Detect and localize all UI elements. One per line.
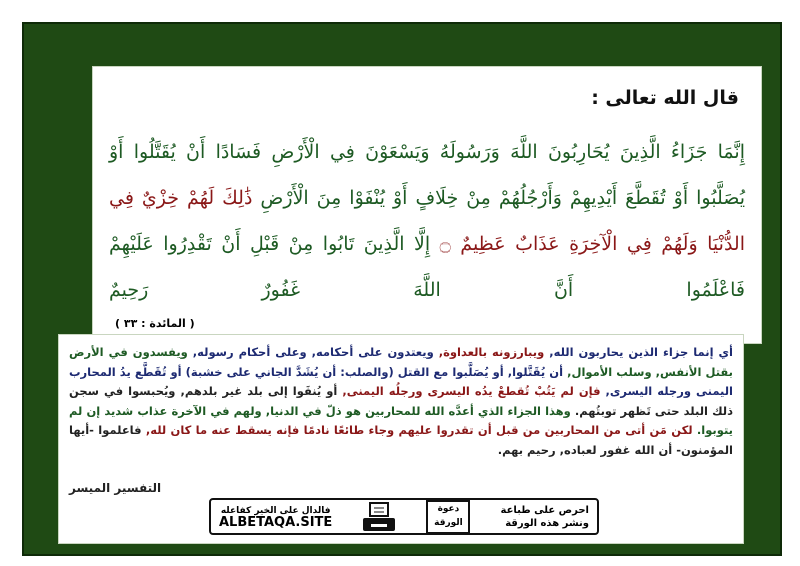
tafsir-part: ويبارزونه بالعداوة,	[433, 345, 545, 359]
footer-right-line: احرص على طباعة	[500, 504, 589, 516]
footer-banner	[209, 498, 599, 535]
tafsir-part: أي إنما جزاء الذين يحاربون الله,	[544, 345, 733, 359]
tafsir-part: أن يُقَتَّلوا, أو يُصَلَّبوا مع القتل (والصلب: أن يُشَدَّ الجاني على خشبة) أو تُقَطَّع يدُ المحارب اليمنى ورجله اليسرى,	[69, 364, 733, 398]
footer-right	[501, 504, 589, 530]
quran-verse	[109, 129, 745, 313]
tafsir-part: لكن مَن أتى من المحاربين من قبل أن تقدروا عليهم وجاء طائعًا نادمًا فإنه يسقط عنه ما كان لله,	[141, 423, 693, 437]
verse-part-3: إِلَّا الَّذِينَ تَابُوا مِنْ قَبْلِ أَنْ تَقْدِرُوا عَلَيْهِمْ فَاعْلَمُوا أَنَّ اللَّهَ غَفُورٌ رَحِيمٌ	[109, 233, 745, 301]
tafsir-source: التفسير الميسر	[69, 481, 162, 495]
verse-part-2: ذَٰلِكَ لَهُمْ خِزْيٌ فِي الدُّنْيَا وَلَهُمْ فِي الْآخِرَةِ عَذَابٌ عَظِيمٌ ۝	[109, 187, 745, 255]
tafsir-part: وهذا الجزاء الذي أعدَّه الله للمحاربين هو ذلّ في الدنيا, ولهم في الآخرة عذاب شديد إن لم يتوبوا.	[69, 403, 733, 437]
tafsir-part: ويفسدون في الأرض بقتل الأنفس, وسلب الأموال,	[69, 345, 733, 379]
tafsir-panel	[58, 334, 744, 544]
tafsir-part: أو يُنفَوا إلى بلد غير بلدهم, ويُحبسوا في سجن ذلك البلد حتى تَظهر توبتُهم.	[69, 384, 733, 418]
verse-panel	[92, 66, 762, 344]
footer-slogan: فالدال على الخير كفاعله	[220, 505, 331, 516]
printer-icon	[362, 502, 396, 532]
verse-heading: قال الله تعالى :	[591, 87, 739, 109]
verse-reference: ( المائدة : ٣٣ )	[115, 317, 195, 330]
footer-right-line: ونشر هذه الورقة	[505, 517, 589, 529]
tafsir-part: ويعتدون على أحكامه, وعلى أحكام رسوله,	[187, 345, 434, 359]
verse-part-1: إِنَّمَا جَزَاءُ الَّذِينَ يُحَارِبُونَ اللَّهَ وَرَسُولَهُ وَيَسْعَوْنَ فِي الْأَرْضِ فَسَادًا أَنْ يُقَتَّلُوا أَوْ يُصَلَّبُوا أَوْ تُقَطَّعَ أَيْدِيهِمْ وَأَرْجُلُهُمْ مِنْ خِلَافٍ أَوْ يُنْفَوْا مِنَ الْأَرْضِ	[109, 141, 746, 209]
logo: دعوة الورقة	[426, 500, 470, 534]
tafsir-part: فاعلموا -أيها المؤمنون- أن الله غفور لعباده, رحيم بهم.	[69, 423, 733, 457]
tafsir-text	[69, 343, 733, 460]
tafsir-part: فإن لم يَتُبْ تُقطعْ يدُه اليسرى ورجلُه اليمنى,	[337, 384, 601, 398]
site-link[interactable]: ALBETAQA.SITE	[219, 514, 333, 530]
footer-left	[219, 505, 332, 529]
